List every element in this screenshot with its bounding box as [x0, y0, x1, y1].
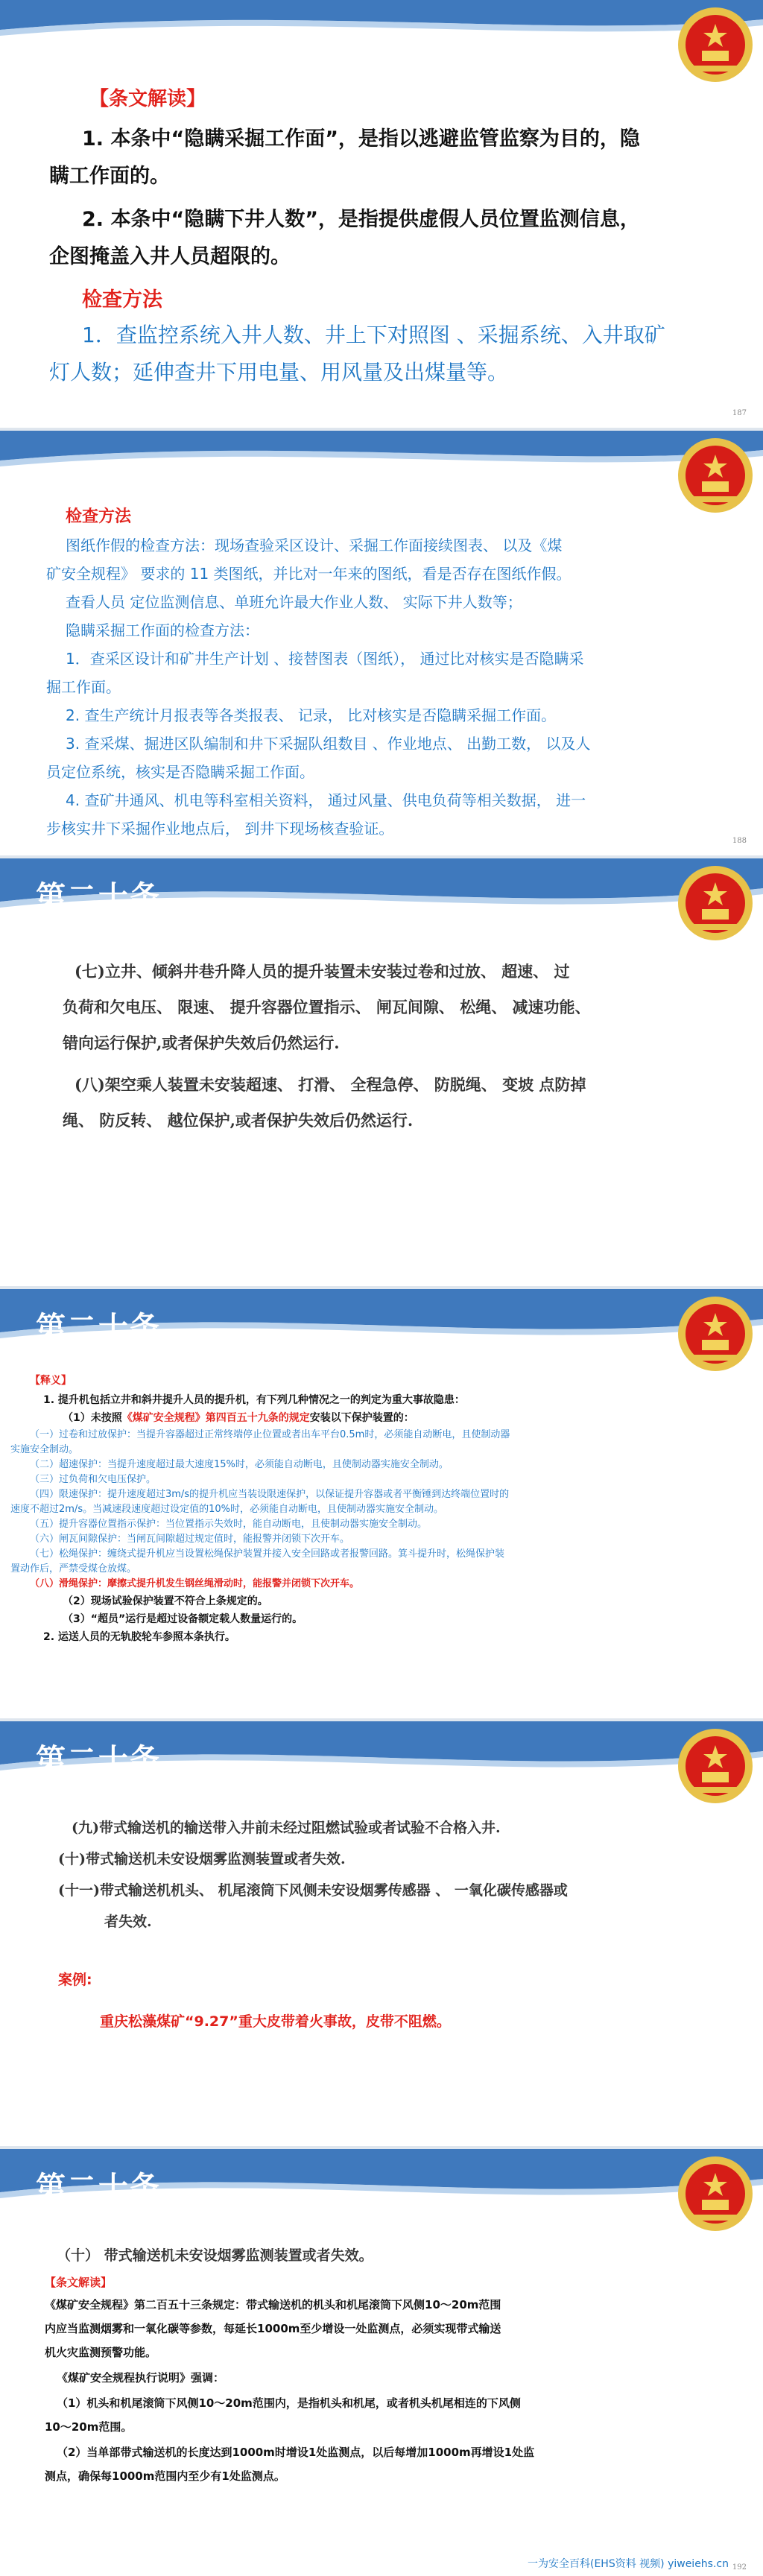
slide2-line11: 步核实井下采掘作业地点后， 到井下现场核查验证。: [46, 820, 394, 838]
national-emblem-icon: [674, 1292, 757, 1376]
slide3-line1: (七)立井、倾斜井巷升降人员的提升装置未安装过卷和过放、 超速、 过: [75, 962, 570, 981]
slide6-tag: 【条文解读】: [45, 2276, 113, 2289]
slide6-line7: 10～20m范围。: [45, 2420, 133, 2434]
slide4-line5: （二）超速保护：当提升速度超过最大速度15%时，必须能自动断电，且使制动器实施安全制动。: [30, 1459, 449, 1470]
slide4-line16: 2. 运送人员的无轨胶轮车参照本条执行。: [43, 1631, 235, 1643]
slide-4: [0, 1289, 763, 1718]
slide1-p1-line2: 瞒工作面的。: [49, 165, 170, 188]
slide2-line10: 4. 查矿井通风、机电等科室相关资料， 通过风量、供电负荷等相关数据， 进一: [66, 791, 586, 809]
slide-6: [0, 2149, 763, 2576]
national-emblem-icon: [674, 861, 757, 945]
slide4-line2: [63, 1410, 414, 1425]
slide3-line4: (八)架空乘人装置未安装超速、 打滑、 全程急停、 防脱绳、 变坡 点防掉: [75, 1075, 586, 1094]
slide2-line7: 2. 查生产统计月报表等各类报表、 记录， 比对核实是否隐瞒采掘工作面。: [66, 706, 557, 724]
slide5-case-label: 案例:: [58, 1972, 92, 1988]
slide4-title: 第二十条: [36, 1311, 161, 1345]
slide6-title: 第二十条: [36, 2171, 161, 2205]
slide6-line9: 测点，确保每1000m范围内至少有1处监测点。: [45, 2469, 285, 2483]
slide6-line5: 《煤矿安全规程执行说明》强调：: [57, 2371, 225, 2384]
national-emblem-icon: [674, 2152, 757, 2235]
slide3-line3: 错向运行保护,或者保护失效后仍然运行.: [63, 1034, 340, 1052]
header-swoosh: [0, 431, 763, 490]
slide6-line6: （1）机头和机尾滚筒下风侧10～20m范围内，是指机头和机尾，或者机头机尾相连的下风侧: [57, 2396, 521, 2410]
slide6-line4: 机火灾监测预警功能。: [45, 2346, 157, 2359]
header-swoosh: [0, 0, 763, 60]
slide2-line2: 矿安全规程》 要求的 11 类图纸，并比对一年来的图纸，看是否存在图纸作假。: [46, 565, 572, 583]
slide2-line8: 3. 查采煤、掘进区队编制和井下采掘队组数目 、作业地点、 出勤工数， 以及人: [66, 735, 591, 753]
national-emblem-icon: [674, 3, 757, 86]
slide1-method-heading: 检查方法: [82, 288, 162, 311]
slide5-title: 第二十条: [36, 1743, 161, 1777]
slide-3: [0, 858, 763, 1286]
slide1-page-number: 187: [732, 409, 747, 417]
slide3-title: 第二十条: [36, 880, 161, 914]
slide6-watermark: 一为安全百科(EHS资料 视频) yiweiehs.cn: [527, 2558, 729, 2570]
slide4-line3: （一）过卷和过放保护：当提升容器超过正常终端停止位置或者出车平台0.5m时，必须能自动断电，且使制动器: [30, 1429, 510, 1440]
slide5-line4: 者失效.: [104, 1914, 152, 1930]
slide4-line9: （五）提升容器位置指示保护：当位置指示失效时，能自动断电，且使制动器实施安全制动。: [30, 1519, 428, 1530]
slide5-line1: (九)带式输送机的输送带入井前未经过阻燃试验或者试验不合格入井.: [72, 1820, 501, 1836]
slide3-line5: 绳、 防反转、 越位保护,或者保护失效后仍然运行.: [63, 1111, 414, 1130]
slide2-line3: 查看人员 定位监测信息、单班允许最大作业人数、 实际下井人数等；: [66, 593, 522, 611]
slide-2: [0, 431, 763, 855]
slide4-line7: （四）限速保护：提升速度超过3m/s的提升机应当装设限速保护，以保证提升容器或者平衡锤到达终端位置时的: [30, 1489, 510, 1500]
slide-5: [0, 1721, 763, 2146]
slide3-line2: 负荷和欠电压、 限速、 提升容器位置指示、 闸瓦间隙、 松绳、 减速功能、: [63, 998, 591, 1016]
slide4-line2a: （1）未按照: [63, 1412, 122, 1424]
slide6-line1: （十） 带式输送机未安设烟雾监测装置或者失效。: [57, 2247, 373, 2264]
slide4-line11: （七）松绳保护：缠绕式提升机应当设置松绳保护装置并接入安全回路或者报警回路。箕斗提升时，松绳保护装: [30, 1548, 505, 1560]
slide6-page-number: 192: [732, 2563, 747, 2572]
slide4-line10: （六）闸瓦间隙保护：当闸瓦间隙超过规定值时，能报警并闭锁下次开车。: [30, 1534, 350, 1545]
slide4-line13: （八）滑绳保护：摩擦式提升机发生钢丝绳滑动时，能报警并闭锁下次开车。: [30, 1578, 360, 1589]
slide1-heading: 【条文解读】: [89, 88, 206, 110]
slide1-method-line2: 灯人数；延伸查井下用电量、用风量及出煤量等。: [49, 360, 509, 384]
slide4-line12: 置动作后，严禁受煤仓放煤。: [10, 1563, 137, 1575]
slide4-line1: 1. 提升机包括立井和斜井提升人员的提升机，有下列几种情况之一的判定为重大事故隐患：: [43, 1394, 465, 1406]
slide1-p2-line1: 2. 本条中“隐瞒下井人数”，是指提供虚假人员位置监测信息，: [82, 208, 640, 231]
slide5-case-text: 重庆松藻煤矿“9.27”重大皮带着火事故，皮带不阻燃。: [100, 2013, 451, 2030]
slide1-p1-line1: 1. 本条中“隐瞒采掘工作面”，是指以逃避监管监察为目的，隐: [82, 127, 640, 151]
slide5-line2: (十)带式输送机未安设烟雾监测装置或者失效.: [58, 1851, 346, 1867]
slide-1: [0, 0, 763, 428]
slide4-line8: 速度不超过2m/s。当减速段速度超过设定值的10%时，必须能自动断电，且使制动器实施安全制动。: [10, 1504, 443, 1515]
national-emblem-icon: [674, 1724, 757, 1808]
slide6-line8: （2）当单部带式输送机的长度达到1000m时增设1处监测点，以后每增加1000m再增设1处监: [57, 2446, 535, 2459]
slide4-line15: （3）“超员”运行是超过设备额定载人数量运行的。: [63, 1613, 303, 1625]
slide2-page-number: 188: [732, 837, 747, 845]
slide4-line14: （2）现场试验保护装置不符合上条规定的。: [63, 1595, 268, 1607]
slide4-line6: （三）过负荷和欠电压保护。: [30, 1474, 156, 1485]
slide2-line4: 隐瞒采掘工作面的检查方法：: [66, 621, 259, 639]
slide5-line3: (十一)带式输送机机头、 机尾滚筒下风侧未安设烟雾传感器 、 一氧化碳传感器或: [58, 1882, 568, 1899]
slide1-method-line1: 1．查监控系统入井人数、井上下对照图 、采掘系统、入井取矿: [82, 323, 665, 347]
slide6-line2: 《煤矿安全规程》第二百五十三条规定：带式输送机的机头和机尾滚筒下风侧10～20m范围: [45, 2298, 501, 2311]
slide1-p2-line2: 企图掩盖入井人员超限的。: [49, 245, 291, 268]
slide2-method-heading: 检查方法: [66, 507, 132, 526]
national-emblem-icon: [674, 434, 757, 517]
slide6-line3: 内应当监测烟雾和一氧化碳等参数，每延长1000m至少增设一处监测点，必须实现带式输送: [45, 2322, 501, 2335]
slide4-line4: 实施安全制动。: [10, 1444, 79, 1455]
slide4-line2b: 《煤矿安全规程》第四百五十九条的规定: [121, 1412, 310, 1424]
slide4-tag: 【释义】: [30, 1375, 72, 1387]
slide2-line1: 图纸作假的检查方法：现场查验采区设计、采掘工作面接续图表、 以及《煤: [66, 537, 563, 554]
slide2-line6: 掘工作面。: [46, 678, 121, 696]
slide2-line5: 1．查采区设计和矿井生产计划 、接替图表（图纸）， 通过比对核实是否隐瞒采: [66, 650, 584, 668]
slide4-line2c: 安装以下保护装置的：: [309, 1412, 414, 1424]
slide2-line9: 员定位系统，核实是否隐瞒采掘工作面。: [46, 763, 314, 781]
